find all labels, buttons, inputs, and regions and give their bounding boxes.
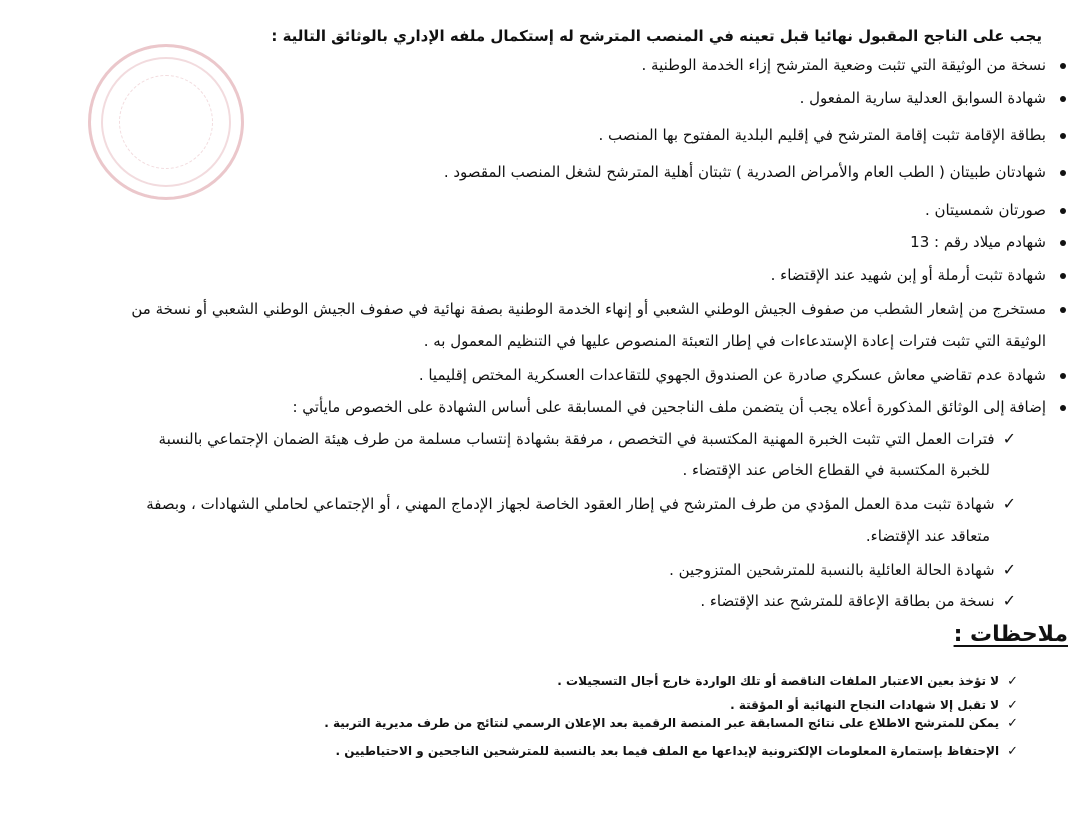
document-item: إضافة إلى الوثائق المذكورة أعلاه يجب أن يتضمن ملف الناجحين في المسابقة على أساس الشهادة على الخصوص مايأتي : (292, 398, 1066, 416)
sub-item-continuation: للخبرة المكتسبة في القطاع الخاص عند الإقتضاء . (682, 461, 990, 479)
bullet-icon (1060, 405, 1066, 411)
stamp-inner-ring (119, 75, 213, 169)
note-item: ✓لا تقبل إلا شهادات النجاح النهائية أو المؤقتة . (730, 698, 1018, 713)
sub-item: ✓فترات العمل التي تثبت الخبرة المهنية المكتسبة في التخصص ، مرفقة بشهادة إنتساب مسلمة من طرف هيئة الضمان الإجتماعي بالنسبة (158, 429, 1016, 448)
document-item: بطاقة الإقامة تثبت إقامة المترشح في إقليم البلدية المفتوح بها المنصب . (598, 126, 1066, 144)
sub-item: ✓شهادة الحالة العائلية بالنسبة للمترشحين المتزوجين . (669, 560, 1016, 579)
checkmark-icon: ✓ (1002, 494, 1016, 513)
checkmark-icon: ✓ (1007, 698, 1018, 713)
document-item: شهادة تثبت أرملة أو إبن شهيد عند الإقتضاء . (771, 266, 1066, 284)
checkmark-icon: ✓ (1002, 591, 1016, 610)
bullet-icon (1060, 240, 1066, 246)
bullet-icon (1060, 373, 1066, 379)
checkmark-icon: ✓ (1002, 429, 1016, 448)
bullet-icon (1060, 273, 1066, 279)
bullet-icon (1060, 96, 1066, 102)
intro-text: يجب على الناجح المقبول نهائيا قبل تعينه في المنصب المترشح له إستكمال ملفه الإداري بالوثائق التالية : (271, 27, 1042, 45)
bullet-icon (1060, 133, 1066, 139)
note-item: ✓يمكن للمترشح الاطلاع على نتائج المسابقة عبر المنصة الرقمية بعد الإعلان الرسمي لنتائج من طرف مديرية التربية . (324, 716, 1018, 731)
note-item: ✓الإحتفاظ بإستمارة المعلومات الإلكترونية لإيداعها مع الملف فيما بعد بالنسبة للمترشحين الناجحين و الاحتياطيين . (335, 744, 1018, 759)
notes-heading: ملاحظات : (953, 622, 1068, 647)
checkmark-icon: ✓ (1007, 744, 1018, 759)
sub-item-continuation: متعاقد عند الإقتضاء. (865, 527, 990, 545)
document-item: مستخرج من إشعار الشطب من صفوف الجيش الوطني الشعبي أو إنهاء الخدمة الوطنية بصفة نهائية في صفوف الجيش الوطني الشعبي أو نسخة من (131, 300, 1066, 318)
note-item: ✓لا تؤخذ بعين الاعتبار الملفات الناقصة أو تلك الواردة خارج أجال التسجيلات . (557, 674, 1018, 689)
checkmark-icon: ✓ (1007, 716, 1018, 731)
checkmark-icon: ✓ (1007, 674, 1018, 689)
document-item: شهادتان طبيتان ( الطب العام والأمراض الصدرية ) تثبتان أهلية المترشح لشغل المنصب المقصود . (444, 163, 1066, 181)
sub-item: ✓شهادة تثبت مدة العمل المؤدي من طرف المترشح في إطار العقود الخاصة لجهاز الإدماج المهني ، أو الإجتماعي لحاملي الشهادات ، وبصفة (146, 494, 1016, 513)
official-stamp (88, 44, 244, 200)
document-item: شهادة عدم تقاضي معاش عسكري صادرة عن الصندوق الجهوي للتقاعدات العسكرية المختص إقليميا . (419, 366, 1066, 384)
bullet-icon (1060, 170, 1066, 176)
document-item: صورتان شمسيتان . (925, 201, 1066, 219)
document-item: نسخة من الوثيقة التي تثبت وضعية المترشح إزاء الخدمة الوطنية . (642, 56, 1067, 74)
bullet-icon (1060, 208, 1066, 214)
checkmark-icon: ✓ (1002, 560, 1016, 579)
document-item: شهادم ميلاد رقم : 13 (910, 233, 1066, 251)
sub-item: ✓نسخة من بطاقة الإعاقة للمترشح عند الإقتضاء . (700, 591, 1016, 610)
bullet-icon (1060, 63, 1066, 69)
bullet-icon (1060, 307, 1066, 313)
document-item: شهادة السوابق العدلية سارية المفعول . (800, 89, 1066, 107)
document-item-continuation: الوثيقة التي تثبت فترات إعادة الإستدعاءات في إطار التعبئة المنصوص عليها في التنظيم المعمول به . (423, 332, 1046, 350)
